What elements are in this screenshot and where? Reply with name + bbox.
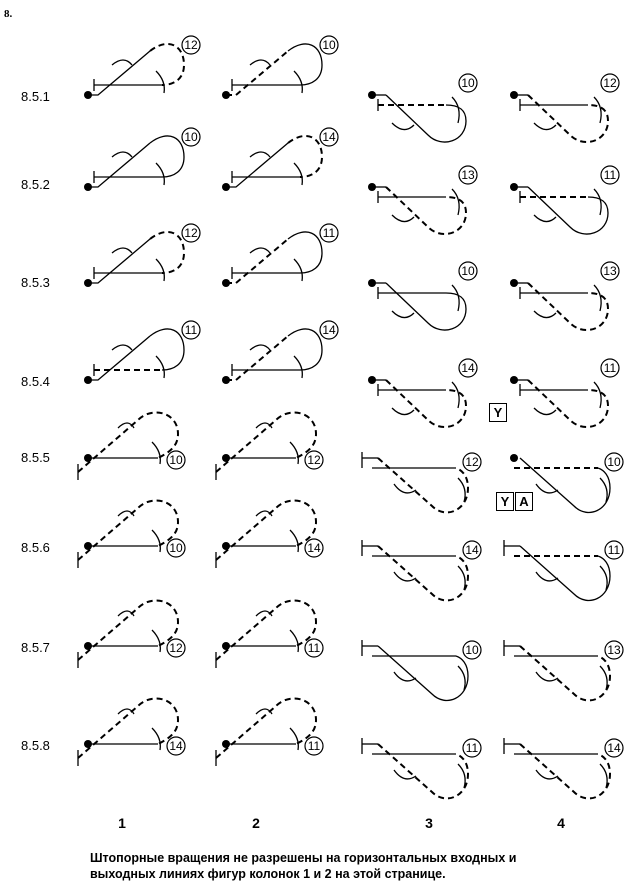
figure-8.5.3-4 — [510, 262, 619, 330]
loop-arc — [520, 458, 610, 512]
k-factor-label: 12 — [169, 641, 183, 656]
figure-8.5.6-3 — [362, 540, 481, 600]
roll-arc — [256, 511, 272, 516]
k-factor-label: 10 — [169, 541, 183, 556]
loop-arc — [288, 232, 322, 273]
loop-arc — [150, 44, 184, 85]
roll-arc — [156, 356, 164, 378]
diagonal-line — [88, 51, 150, 95]
loop-arc — [288, 329, 322, 370]
loop-arc — [378, 646, 468, 700]
figure-8.5.3-3 — [368, 262, 477, 330]
roll-arc — [452, 382, 459, 408]
diagonal-line — [226, 51, 288, 95]
roll-arc — [118, 611, 134, 616]
roll-arc — [112, 152, 132, 157]
footnote-line-1: Штопорные вращения не разрешены на горизонтальных входных и — [90, 851, 517, 865]
diagonal-line — [88, 143, 150, 187]
roll-arc — [600, 666, 607, 690]
loop-arc — [150, 136, 184, 177]
figure-8.5.1-4 — [510, 74, 619, 142]
k-factor-label: 14 — [322, 323, 336, 338]
k-factor-label: 11 — [307, 641, 321, 656]
loop-arc — [520, 744, 610, 798]
k-factor-label: 11 — [322, 226, 336, 241]
roll-arc — [112, 248, 132, 253]
roll-arc — [112, 345, 132, 350]
figure-8.5.4-2 — [222, 321, 338, 384]
loop-arc — [150, 232, 184, 273]
column-label-3: 3 — [425, 815, 433, 831]
loop-arc — [386, 380, 466, 427]
loop-arc — [528, 95, 608, 142]
k-factor-label: 10 — [607, 455, 621, 470]
roll-arc — [294, 259, 302, 281]
row-label-8-5-5: 8.5.5 — [21, 450, 50, 465]
roll-arc — [594, 189, 601, 215]
roll-arc — [250, 248, 270, 253]
k-factor-label: 11 — [184, 323, 198, 338]
k-factor-label: 14 — [169, 739, 183, 754]
diagonal-line — [88, 336, 150, 380]
k-factor-label: 12 — [603, 76, 617, 91]
roll-arc — [118, 709, 134, 714]
roll-arc — [458, 764, 465, 788]
figure-8.5.7-3 — [362, 640, 481, 700]
k-factor-label: 12 — [184, 226, 198, 241]
loop-arc — [78, 698, 178, 758]
k-factor-label: 14 — [322, 130, 336, 145]
figure-8.5.2-3 — [368, 166, 477, 234]
figure-8.5.3-1 — [84, 224, 200, 287]
k-factor-label: 13 — [461, 168, 475, 183]
page-number: 8. — [4, 8, 13, 20]
loop-arc — [150, 329, 184, 370]
roll-arc — [594, 285, 601, 311]
loop-arc — [378, 546, 468, 600]
row-label-8-5-1: 8.5.1 — [21, 89, 50, 104]
loop-arc — [216, 412, 316, 472]
loop-arc — [288, 136, 322, 177]
roll-arc — [600, 478, 607, 502]
k-factor-label: 11 — [603, 168, 617, 183]
figure-8.5.7-4 — [504, 640, 623, 700]
roll-arc — [256, 611, 272, 616]
roll-arc — [152, 442, 160, 464]
loop-arc — [520, 646, 610, 700]
roll-arc — [250, 60, 270, 65]
figure-8.5.5-2 — [216, 412, 323, 480]
loop-arc — [78, 600, 178, 660]
k-factor-label: 13 — [603, 264, 617, 279]
roll-arc — [290, 728, 298, 750]
roll-arc — [534, 311, 556, 318]
row-label-8-5-2: 8.5.2 — [21, 177, 50, 192]
row-label-8-5-7: 8.5.7 — [21, 640, 50, 655]
row-label-8-5-8: 8.5.8 — [21, 738, 50, 753]
loop-arc — [386, 95, 466, 142]
column-label-2: 2 — [252, 815, 260, 831]
diagonal-line — [226, 336, 288, 380]
footnote — [90, 850, 629, 882]
figure-8.5.5-1 — [78, 412, 185, 480]
roll-arc — [294, 163, 302, 185]
roll-arc — [290, 630, 298, 652]
roll-arc — [452, 189, 459, 215]
loop-arc — [520, 546, 610, 600]
roll-arc — [594, 97, 601, 123]
loop-arc — [288, 44, 322, 85]
figure-8.5.8-4 — [504, 738, 623, 798]
roll-arc — [392, 215, 414, 222]
diagonal-line — [226, 143, 288, 187]
loop-arc — [216, 600, 316, 660]
figure-8.5.4-3 — [368, 359, 477, 427]
footnote-line-2: выходных линиях фигур колонок 1 и 2 на этой странице. — [90, 867, 446, 881]
figure-8.5.4-1 — [84, 321, 200, 384]
roll-arc — [152, 530, 160, 552]
figure-8.5.8-1 — [78, 698, 185, 766]
k-factor-label: 14 — [465, 543, 479, 558]
roll-arc — [534, 408, 556, 415]
figure-8.5.8-2 — [216, 698, 323, 766]
diagonal-line — [226, 239, 288, 283]
row-label-8-5-4: 8.5.4 — [21, 374, 50, 389]
k-factor-label: 14 — [461, 361, 475, 376]
roll-arc — [250, 152, 270, 157]
figure-8.5.7-2 — [216, 600, 323, 668]
k-factor-label: 10 — [322, 38, 336, 53]
k-factor-label: 12 — [465, 455, 479, 470]
figure-8.5.2-4 — [510, 166, 619, 234]
k-factor-label: 10 — [461, 76, 475, 91]
row-label-8-5-3: 8.5.3 — [21, 275, 50, 290]
roll-arc — [534, 123, 556, 130]
roll-arc — [156, 259, 164, 281]
figure-8.5.1-2 — [222, 36, 338, 99]
roll-arc — [152, 630, 160, 652]
roll-arc — [256, 423, 272, 428]
figure-8.5.3-2 — [222, 224, 338, 287]
badge-a-pair: A — [515, 492, 533, 511]
loop-arc — [78, 500, 178, 560]
roll-arc — [394, 770, 416, 779]
roll-arc — [112, 60, 132, 65]
loop-arc — [386, 283, 466, 330]
k-factor-label: 11 — [465, 741, 479, 756]
figure-8.5.5-3 — [362, 452, 481, 512]
loop-arc — [528, 283, 608, 330]
roll-arc — [290, 530, 298, 552]
roll-arc — [600, 566, 607, 590]
loop-arc — [378, 458, 468, 512]
loop-arc — [378, 744, 468, 798]
roll-arc — [536, 770, 558, 779]
k-factor-label: 13 — [607, 643, 621, 658]
roll-arc — [392, 311, 414, 318]
roll-arc — [118, 511, 134, 516]
figure-8.5.4-4 — [510, 359, 619, 427]
roll-arc — [392, 408, 414, 415]
k-factor-label: 14 — [307, 541, 321, 556]
roll-arc — [536, 672, 558, 681]
roll-arc — [250, 345, 270, 350]
figure-8.5.6-4 — [504, 540, 623, 600]
entry-dot — [510, 454, 518, 462]
badge-y: Y — [489, 403, 507, 422]
loop-arc — [528, 187, 608, 234]
roll-arc — [294, 71, 302, 93]
roll-arc — [290, 442, 298, 464]
k-factor-label: 12 — [307, 453, 321, 468]
roll-arc — [452, 97, 459, 123]
roll-arc — [458, 666, 465, 690]
roll-arc — [152, 728, 160, 750]
badge-y-pair: Y — [496, 492, 514, 511]
roll-arc — [600, 764, 607, 788]
roll-arc — [392, 123, 414, 130]
roll-arc — [294, 356, 302, 378]
k-factor-label: 10 — [184, 130, 198, 145]
roll-arc — [534, 215, 556, 222]
row-label-8-5-6: 8.5.6 — [21, 540, 50, 555]
figure-8.5.1-3 — [368, 74, 477, 142]
k-factor-label: 10 — [169, 453, 183, 468]
k-factor-label: 11 — [603, 361, 617, 376]
k-factor-label: 10 — [465, 643, 479, 658]
roll-arc — [156, 163, 164, 185]
roll-arc — [118, 423, 134, 428]
loop-arc — [78, 412, 178, 472]
figure-8.5.6-2 — [216, 500, 323, 568]
roll-arc — [156, 71, 164, 93]
roll-arc — [452, 285, 459, 311]
figure-8.5.7-1 — [78, 600, 185, 668]
roll-arc — [394, 484, 416, 493]
figure-8.5.8-3 — [362, 738, 481, 798]
loop-arc — [216, 500, 316, 560]
roll-arc — [458, 478, 465, 502]
diagonal-line — [88, 239, 150, 283]
roll-arc — [256, 709, 272, 714]
k-factor-label: 11 — [307, 739, 321, 754]
figure-8.5.2-1 — [84, 128, 200, 191]
k-factor-label: 11 — [607, 543, 621, 558]
k-factor-label: 10 — [461, 264, 475, 279]
k-factor-label: 12 — [184, 38, 198, 53]
roll-arc — [594, 382, 601, 408]
column-label-1: 1 — [118, 815, 126, 831]
loop-arc — [528, 380, 608, 427]
k-factor-label: 14 — [607, 741, 621, 756]
roll-arc — [394, 572, 416, 581]
figure-8.5.2-2 — [222, 128, 338, 191]
figure-8.5.1-1 — [84, 36, 200, 99]
figure-8.5.6-1 — [78, 500, 185, 568]
loop-arc — [386, 187, 466, 234]
column-label-4: 4 — [557, 815, 565, 831]
roll-arc — [458, 566, 465, 590]
loop-arc — [216, 698, 316, 758]
